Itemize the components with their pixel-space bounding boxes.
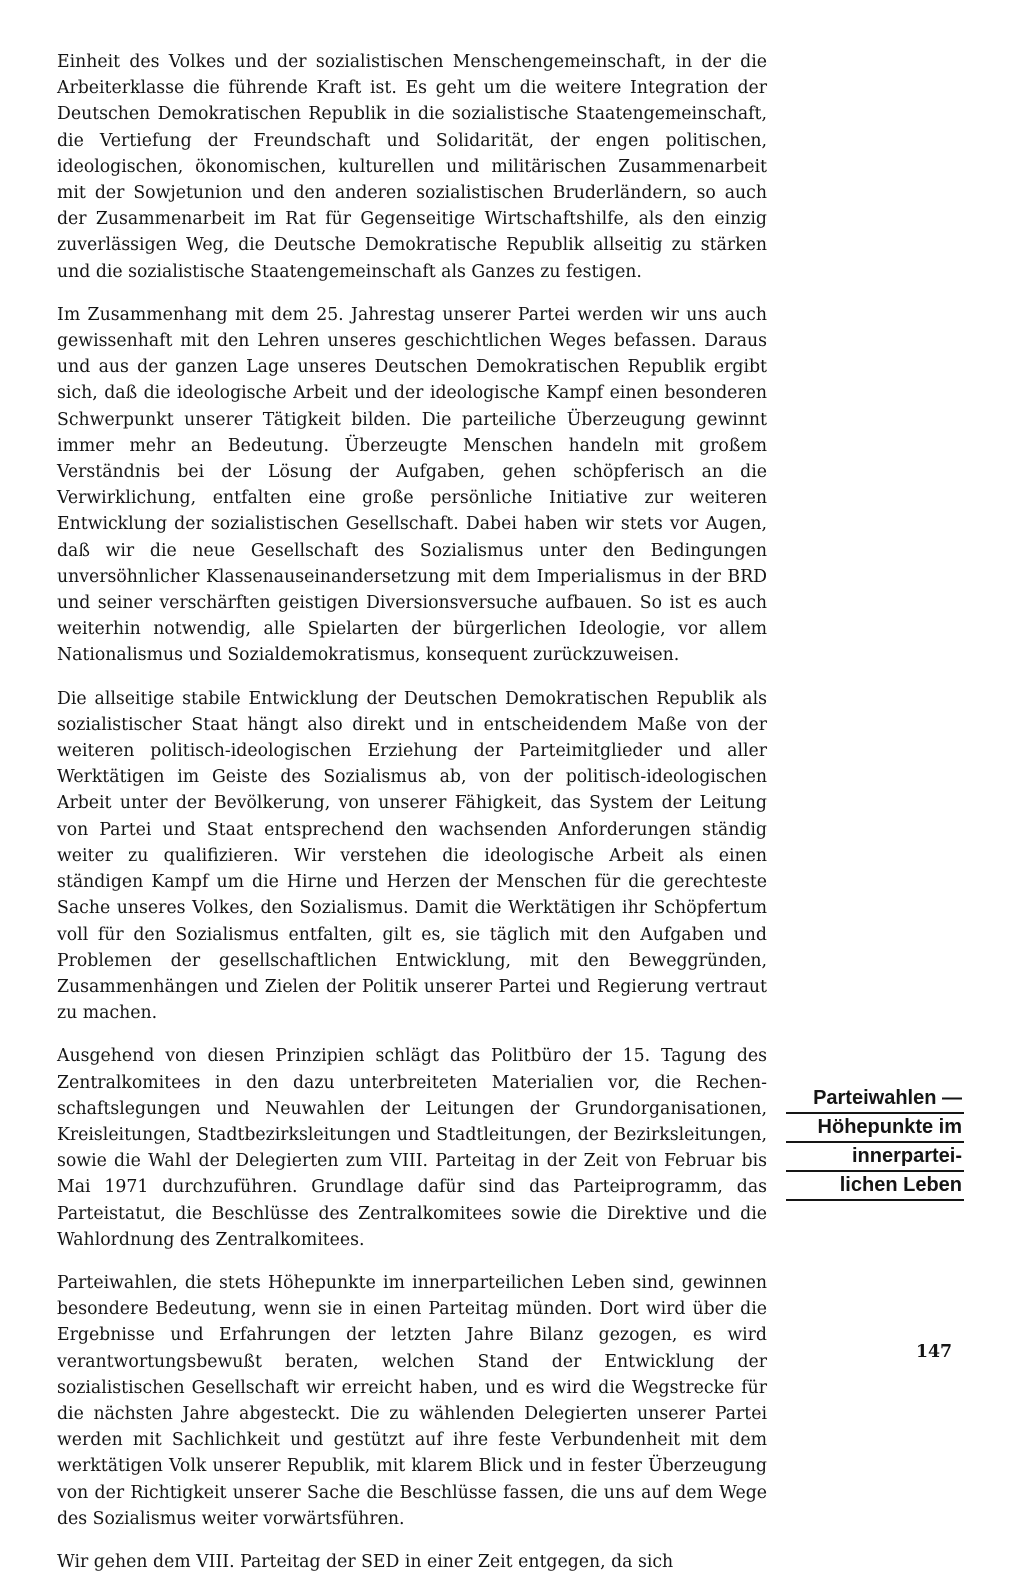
paragraph-2: Im Zusammenhang mit dem 25. Jahrestag unserer Partei werden wir uns auch gewissenhaft mit den Lehren unseres geschichtlichen Weges befassen. Daraus und aus der ganzen Lage unseres Deutschen Demokratischen Republik ergibt sich, daß die ideologische Arbeit und der ideologische Kampf einen besonderen Schwerpunkt unserer Tätigkeit bilden. Die parteiliche Überzeugung gewinnt immer mehr an Bedeutung. Überzeugte Menschen handeln mit großem Verständnis bei der Lösung der Aufgaben, gehen schöpferisch an die Verwirklichung, entfalten eine große persönliche Initiative zur weiteren Entwicklung der sozialistischen Gesellschaft. Dabei haben wir stets vor Augen, daß wir die neue Gesellschaft des Sozialismus unter den Bedingungen unversöhnlicher Klassenauseinandersetzung mit dem Imperialismus in der BRD und seiner verschärften geistigen Diversionsversuche aufbauen. So ist es auch weiterhin notwendig, alle Spielarten der bürgerlichen Ideologie, vor allem Nationalismus und Sozialdemokratismus, konsequent zurückzuweisen. [57,304,767,666]
margin-heading-line-4: lichen Leben [786,1172,964,1201]
paragraph-3: Die allseitige stabile Entwicklung der Deutschen Demokratischen Republik als sozialistischer Staat hängt also direkt und in entscheidendem Maße von der weiteren politisch-ideologischen Erziehung der Parteimitglieder und aller Werktätigen im Geiste des Sozialismus ab, von der politisch-ideologischen Arbeit unter der Bevölkerung, von unserer Fähigkeit, das System der Leitung von Partei und Staat entsprechend den wachsenden Anforderungen ständig weiter zu qualifizieren. Wir verstehen die ideologische Arbeit als einen ständigen Kampf um die Hirne und Herzen der Menschen für die gerechteste Sache unseres Volkes, den Sozialismus. Damit die Werktätigen ihr Schöpfertum voll für den Sozialismus entfalten, gilt es, sie täglich mit den Aufgaben und Problemen der gesellschaftlichen Entwicklung, mit den Beweggründen, Zusammenhängen und Zielen der Politik unserer Partei und Regierung vertraut zu machen. [57,688,767,1024]
page-number: 147 [916,1342,953,1362]
paragraph-4: Ausgehend von diesen Prinzipien schlägt das Politbüro der 15. Tagung des Zentralkomitees in den dazu unterbreiteten Materialien vor, die Rechenschaftslegungen und Neuwahlen der Leitungen der Grundorganisationen, Kreisleitungen, Stadtbezirksleitungen und Stadtleitungen, der Bezirksleitungen, sowie die Wahl der Delegierten zum VIII. Parteitag in der Zeit von Februar bis Mai 1971 durchzuführen. Grundlage dafür sind das Parteiprogramm, das Parteistatut, die Beschlüsse des Zentralkomitees sowie die Direktive und die Wahlordnung des Zentralkomitees. [57,1046,767,1250]
paragraph-5: Parteiwahlen, die stets Höhepunkte im innerparteilichen Leben sind, gewinnen besondere Bedeutung, wenn sie in einen Parteitag münden. Dort wird über die Ergebnisse und Erfahrungen der letzten Jahre Bilanz gezogen, es wird verantwortungsbewußt beraten, welchen Stand der Entwicklung der sozialistischen Gesellschaft wir erreicht haben, und es wird die Wegstrecke für die nächsten Jahre abgesteckt. Die zu wählenden Delegierten unserer Partei werden mit Sachlichkeit und gestützt auf ihre feste Verbundenheit mit dem werktätigen Volk unserer Republik, mit klarem Blick und in fester Überzeugung von der Richtigkeit unserer Sache die Beschlüsse fassen, die uns auf dem Wege des Sozialismus weiter vorwärtsführen. [57,1272,767,1529]
main-text-column [57,49,767,1575]
paragraph-1: Einheit des Volkes und der sozialistischen Menschengemeinschaft, in der die Arbeiterklasse die führende Kraft ist. Es geht um die weitere Integration der Deutschen Demokratischen Republik in die sozialistische Staatengemeinschaft, die Vertiefung der Freundschaft und Solidarität, der engen politischen, ideologischen, ökonomischen, kulturellen und militärischen Zusammenarbeit mit der Sowjetunion und den anderen sozialistischen Bruderländern, so auch der Zusammenarbeit im Rat für Gegenseitige Wirtschaftshilfe, als den einzig zuverlässigen Weg, die Deutsche Demokratische Republik allseitig zu stärken und die sozialistische Staatengemeinschaft als Ganzes zu festigen. [57,52,767,282]
margin-heading-line-3: innerpartei- [786,1143,964,1172]
margin-heading-line-2: Höhepunkte im [786,1114,964,1143]
paragraph-6: Wir gehen dem VIII. Parteitag der SED in einer Zeit entgegen, da sich [57,1551,674,1572]
margin-heading [786,1085,964,1201]
margin-heading-line-1: Parteiwahlen — [786,1085,964,1114]
